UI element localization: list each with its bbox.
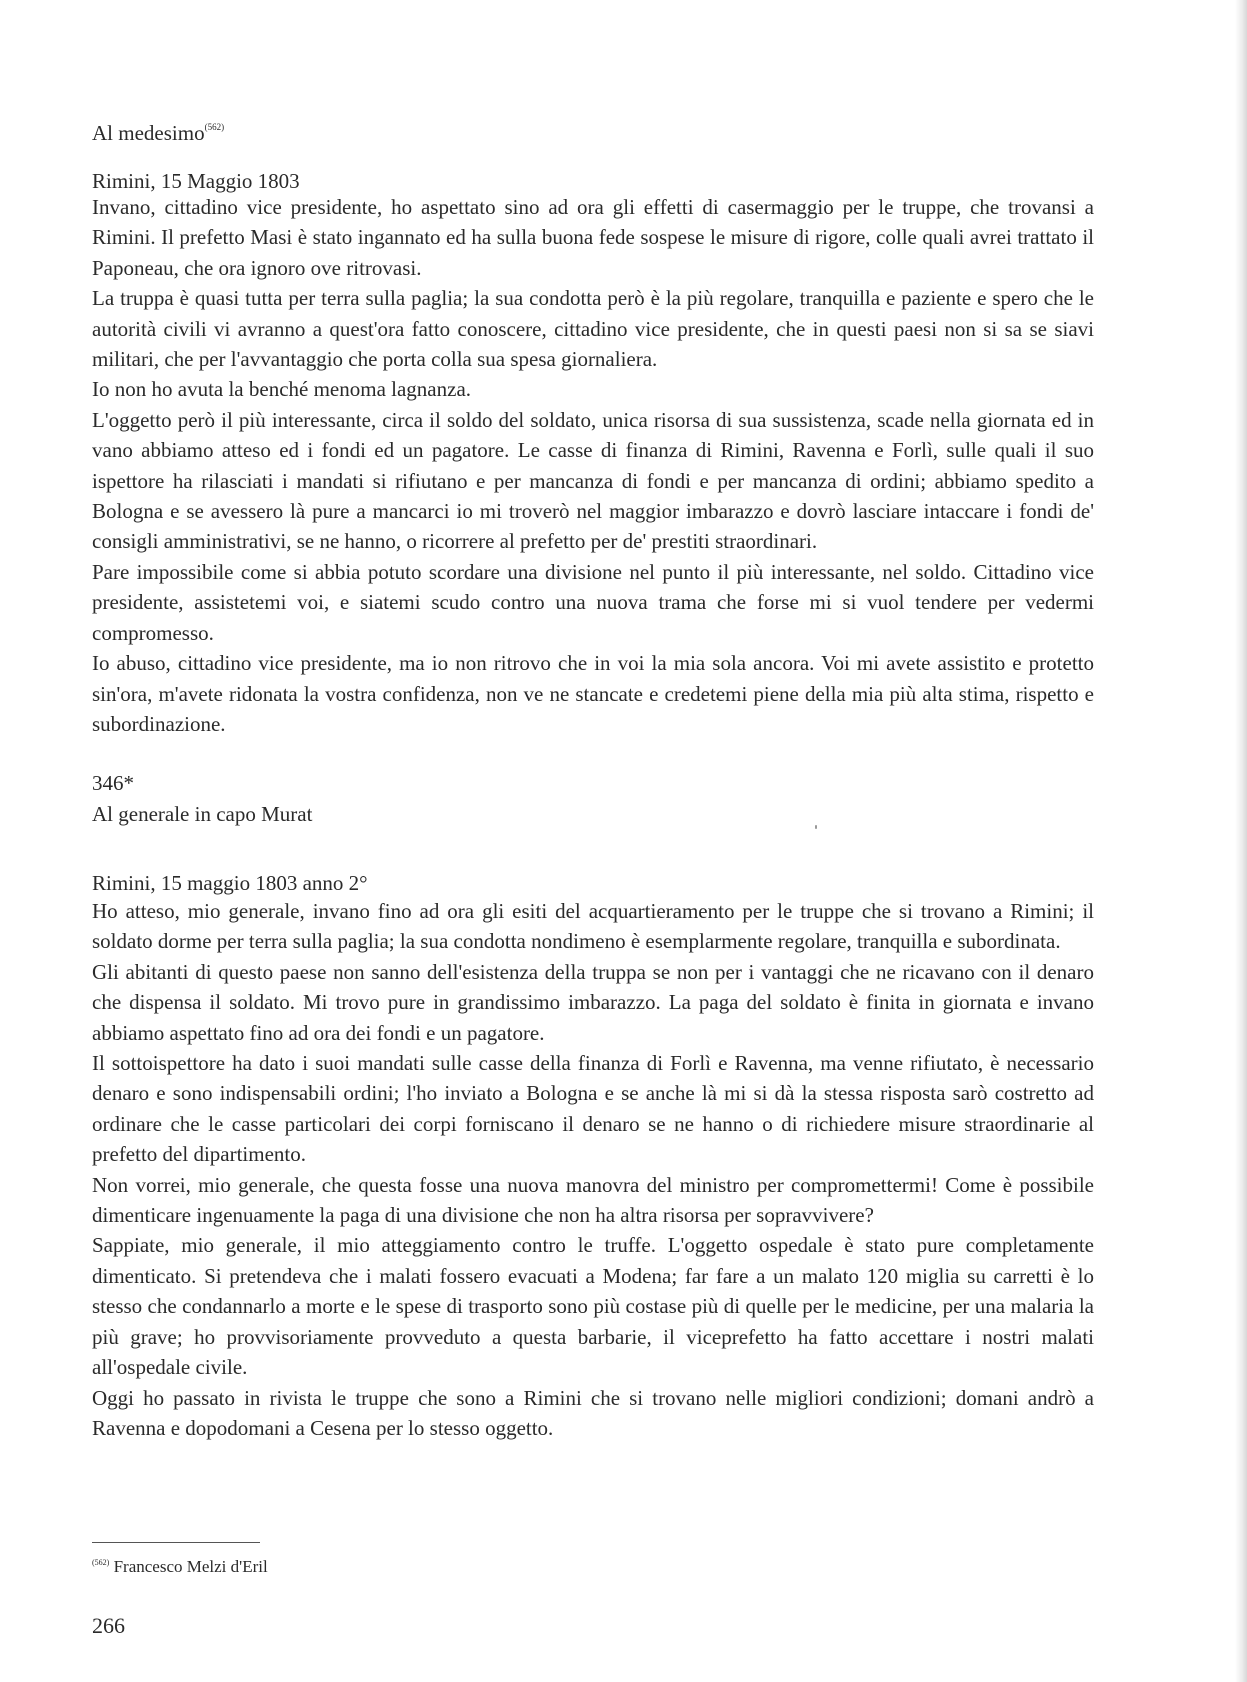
letter1-paragraph-3: Io non ho avuta la benché menoma lagnanza. (92, 377, 472, 402)
footnote-reference: (562) (204, 122, 225, 132)
letter1-title (92, 112, 224, 148)
letter1-date: Rimini, 15 Maggio 1803 (92, 169, 300, 193)
letter2-paragraph-5: Sappiate, mio generale, il mio atteggiamento contro le truffe. L'oggetto ospedale è stato pure completamente dimenticato. Si pretendeva che i malati fossero evacuati a Modena; far fare a un malato 120 miglia su carretti è lo stesso che condannarlo a morte e le spese di trasporto sono più costase più di quelle per le medicine, per una malaria la più grave; ho provvisoriamente provveduto a questa barbarie, il viceprefetto ha fatto accettare i nostri malati all'ospedale civile. (92, 1233, 1094, 1380)
letter2-paragraph-6: Oggi ho passato in rivista le truppe che sono a Rimini che si trovano nelle migliori condizioni; domani andrò a Ravenna e dopodomani a Cesena per lo stesso oggetto. (92, 1385, 1094, 1440)
letter1-paragraph-4: L'oggetto però il più interessante, circa il soldo del soldato, unica risorsa di sua sussistenza, scade nella giornata ed in vano abbiamo atteso ed i fondi ed un pagatore. Le casse di finanza di Rimini, Ravenna e Forlì, sulle quali il suo ispettore ha rilasciati i mandati si rifiutano e per mancanza di fondi e per mancanza di ordini; abbiamo spedito a Bologna e se avessero là pure a mancarci io mi troverò nel maggior imbarazzo e dovrò lasciare intaccare i fondi de' consigli amministrativi, se ne hanno, o ricorrere al prefetto per de' prestiti straordinari. (92, 407, 1094, 554)
letter2-paragraph-4: Non vorrei, mio generale, che questa fosse una nuova manovra del ministro per compromettermi! Come è possibile dimenticare ingenuamente la paga di una divisione che non ha altra risorsa per sopravvivere? (92, 1172, 1094, 1228)
letter2-title: Al generale in capo Murat (92, 802, 313, 826)
footnote-divider (92, 1542, 260, 1543)
letter2-paragraph-2: Gli abitanti di questo paese non sanno dell'esistenza della truppa se non per i vantaggi che ne ricavano con il denaro che dispensa il soldato. Mi trovo pure in grandissimo imbarazzo. La paga del soldato è finita in giornata e invano abbiamo aspettato fino ad ora dei fondi e un pagatore. (92, 959, 1094, 1045)
letter2-date: Rimini, 15 maggio 1803 anno 2° (92, 871, 368, 895)
page-edge (1235, 0, 1247, 1682)
scan-speck (815, 825, 817, 829)
footnote (92, 1552, 268, 1578)
letter1-title-text: Al medesimo (92, 121, 205, 145)
letter2-paragraph-1: Ho atteso, mio generale, invano fino ad ora gli esiti del acquartieramento per le truppe che si trovano a Rimini; il soldato dorme per terra sulla paglia; la sua condotta nondimeno è esemplarmente regolare, tranquilla e subordinata. (92, 899, 1094, 954)
letter2-number: 346* (92, 771, 134, 795)
letter1-body (92, 192, 1094, 739)
letter1-paragraph-5: Pare impossibile come si abbia potuto scordare una divisione nel punto il più interessante, nel soldo. Cittadino vice presidente, assistetemi voi, e siatemi scudo contro una nuova trama che forse mi si vuol tendere per vedermi compromesso. (92, 559, 1094, 645)
page-number: 266 (92, 1613, 125, 1638)
letter2-paragraph-3: Il sottoispettore ha dato i suoi mandati sulle casse della finanza di Forlì e Ravenna, ma venne rifiutato, è necessario denaro e sono indispensabili ordini; l'ho inviato a Bologna e se anche là mi si dà la stessa risposta sarò costretto ad ordinare che le casse particolari dei corpi forniscano il denaro se ne hanno o di richiedere misure straordinarie al prefetto del dipartimento. (92, 1051, 1094, 1167)
footnote-text: Francesco Melzi d'Eril (113, 1557, 268, 1576)
letter2-body (92, 896, 1094, 1443)
letter1-paragraph-1: Invano, cittadino vice presidente, ho aspettato sino ad ora gli effetti di casermaggio per le truppe, che trovansi a Rimini. Il prefetto Masi è stato ingannato ed ha sulla buona fede sospese le misure di rigore, colle quali avrei trattato il Paponeau, che ora ignoro ove ritrovasi. (92, 195, 1094, 280)
letter1-paragraph-6: Io abuso, cittadino vice presidente, ma io non ritrovo che in voi la mia sola ancora. Voi mi avete assistito e protetto sin'ora, m'avete ridonata la vostra confidenza, non ve ne stancate e credetemi piene della mia più alta stima, rispetto e subordinazione. (92, 651, 1094, 736)
footnote-marker: (562) (92, 1558, 110, 1567)
letter1-paragraph-2: La truppa è quasi tutta per terra sulla paglia; la sua condotta però è la più regolare, tranquilla e paziente e spero che le autorità civili vi avranno a quest'ora fatto conoscere, cittadino vice presidente, che in questi paesi non si sa se siavi militari, che per l'avvantaggio che porta colla sua spesa giornaliera. (92, 286, 1094, 372)
